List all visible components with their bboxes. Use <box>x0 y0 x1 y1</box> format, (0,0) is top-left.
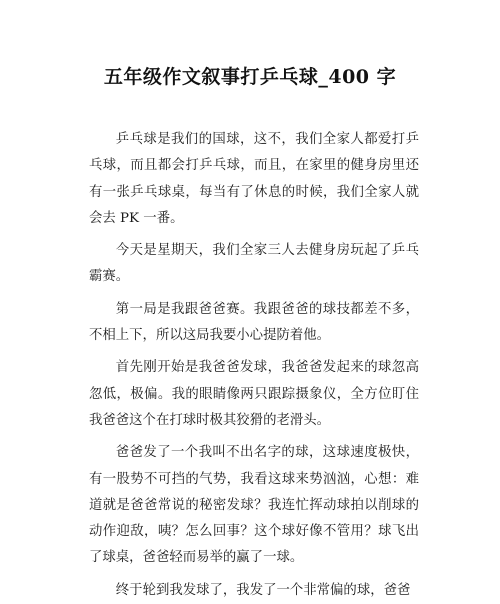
paragraph: 终于轮到我发球了，我发了一个非常偏的球，爸爸 <box>115 582 411 598</box>
paragraph: 第一局是我跟爸爸赛。我跟爸爸的球技都差不多，不相上下，所以这局我要小心提防着他。 <box>89 301 419 344</box>
paragraph: 首先刚开始是我爸爸发球，我爸爸发起来的球忽高忽低，极偏。我的眼睛像两只跟踪摄象仪，全方位盯住我爸爸这个在打球时极其狡猾的老滑头。 <box>89 360 419 428</box>
document-title: 五年级作文叙事打乒乓球_400 字 <box>103 66 397 88</box>
paragraph: 爸爸发了一个我叫不出名字的球，这球速度极快，有一股势不可挡的气势，我看这球来势汹汹，心想：难道就是爸爸常说的秘密发球？我连忙挥动球拍以削球的动作迎敌，咦？怎么回事？这个球好像不管用？球飞出了球桌，爸爸轻而易举的赢了一球。 <box>89 445 419 566</box>
paragraph: 乒乓球是我们的国球，这不，我们全家人都爱打乒乓球，而且都会打乒乓球，而且，在家里的健身房里还有一张乒乓球桌，每当有了休息的时候，我们全家人就会去 PK 一番。 <box>89 132 419 226</box>
paragraph: 今天是星期天，我们全家三人去健身房玩起了乒乓霸赛。 <box>89 243 419 285</box>
document-body <box>89 127 419 604</box>
